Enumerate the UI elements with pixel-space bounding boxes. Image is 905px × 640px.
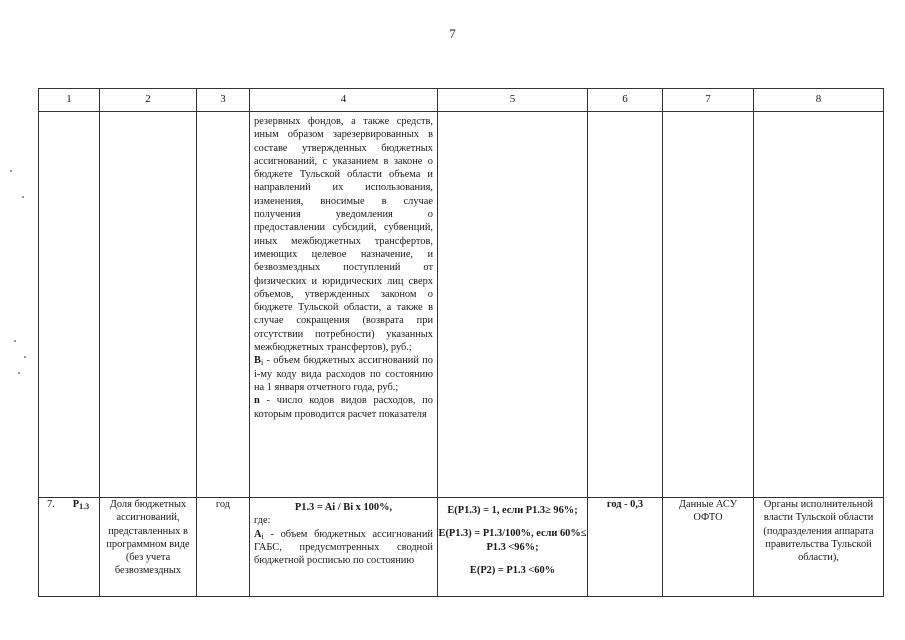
scan-mark xyxy=(22,196,24,198)
weight-cell: год - 0,3 xyxy=(588,498,663,597)
scan-mark xyxy=(18,372,20,374)
n-definition xyxy=(254,394,433,421)
evaluation-rule: E(P1.3) = 1, если P1.3≥ 96%; xyxy=(447,505,578,516)
b-subscript: i xyxy=(260,358,264,368)
a-text: - объем бюджетных ассигнований ГАБС, предусмотренных сводной бюджетной росписью по состоянию xyxy=(254,528,433,567)
a-subscript: i xyxy=(261,531,264,541)
row-number-cell xyxy=(39,498,100,597)
header-cell: 6 xyxy=(588,89,663,112)
unit-cell: год xyxy=(197,498,250,597)
table-cell-empty xyxy=(100,112,197,498)
scan-mark xyxy=(14,340,16,342)
table-cell-empty xyxy=(197,112,250,498)
header-cell: 8 xyxy=(754,89,884,112)
n-symbol: n xyxy=(254,395,260,407)
header-cell: 7 xyxy=(663,89,754,112)
a-symbol: A xyxy=(254,528,262,540)
indicator-name: Доля бюджетных ассигнований, представленных в программном виде (без учета безвозмездных xyxy=(100,498,197,597)
source-cell: Данные АСУ ОФТО xyxy=(663,498,754,597)
header-cell: 5 xyxy=(438,89,588,112)
responsible-cell: Органы исполнительной власти Тульской области (подразделения аппарата правительства Тульской области), xyxy=(754,498,884,597)
evaluation-cell xyxy=(438,498,588,597)
table-row xyxy=(39,112,884,498)
indicator-table xyxy=(38,88,884,597)
header-cell: 2 xyxy=(100,89,197,112)
header-cell: 1 xyxy=(39,89,100,112)
header-cell: 4 xyxy=(250,89,438,112)
b-definition xyxy=(254,354,433,394)
row-number: 7. xyxy=(47,499,55,510)
table-cell-empty xyxy=(39,112,100,498)
table-cell-empty xyxy=(754,112,884,498)
formula-cell xyxy=(250,498,438,597)
method-text: резервных фондов, а также средств, иным образом зарезервированных в составе утвержденных бюджетных ассигнований, с указанием в законе о бюджете Тульской области объема и направлений их использования, изменения, вносимые в случае получения уведомления о предоставлении субсидий, субвенций, иных межбюджетных трансфертов, имеющих целевое назначение, и безвозмездных поступлений от физических и юридических лиц сверх объемов, утвержденных законом о бюджете Тульской области, а также в случае сокращения (возврата при отсутствии потребности) указанных межбюджетных трансфертов), руб.; xyxy=(254,116,433,354)
scan-mark xyxy=(24,356,26,358)
formula: P1.3 = Ai / Bi x 100%, xyxy=(294,502,393,513)
header-row xyxy=(39,89,884,112)
n-text: - число кодов видов расходов, по которым проводится расчет показателя xyxy=(254,395,433,420)
b-symbol: B xyxy=(254,355,261,367)
method-cell xyxy=(250,112,438,498)
where-label: где: xyxy=(254,515,271,527)
evaluation-rule: E(P1.3) = P1.3/100%, если 60%≤ P1.3 <96%; xyxy=(438,528,587,553)
page-number: 7 xyxy=(449,26,456,41)
table-row xyxy=(39,498,884,597)
b-text: - объем бюджетных ассигнований по i-му коду вида расходов по состоянию на 1 января отчетного года, руб.; xyxy=(254,355,433,393)
table-cell-empty xyxy=(438,112,588,498)
scan-mark xyxy=(10,170,12,172)
a-definition xyxy=(254,528,433,568)
indicator-symbol: $P_{1.3}$ xyxy=(72,499,90,511)
table-cell-empty xyxy=(588,112,663,498)
table-cell-empty xyxy=(663,112,754,498)
evaluation-rule: E(P2) = P1.3 <60% xyxy=(469,564,556,576)
header-cell: 3 xyxy=(197,89,250,112)
